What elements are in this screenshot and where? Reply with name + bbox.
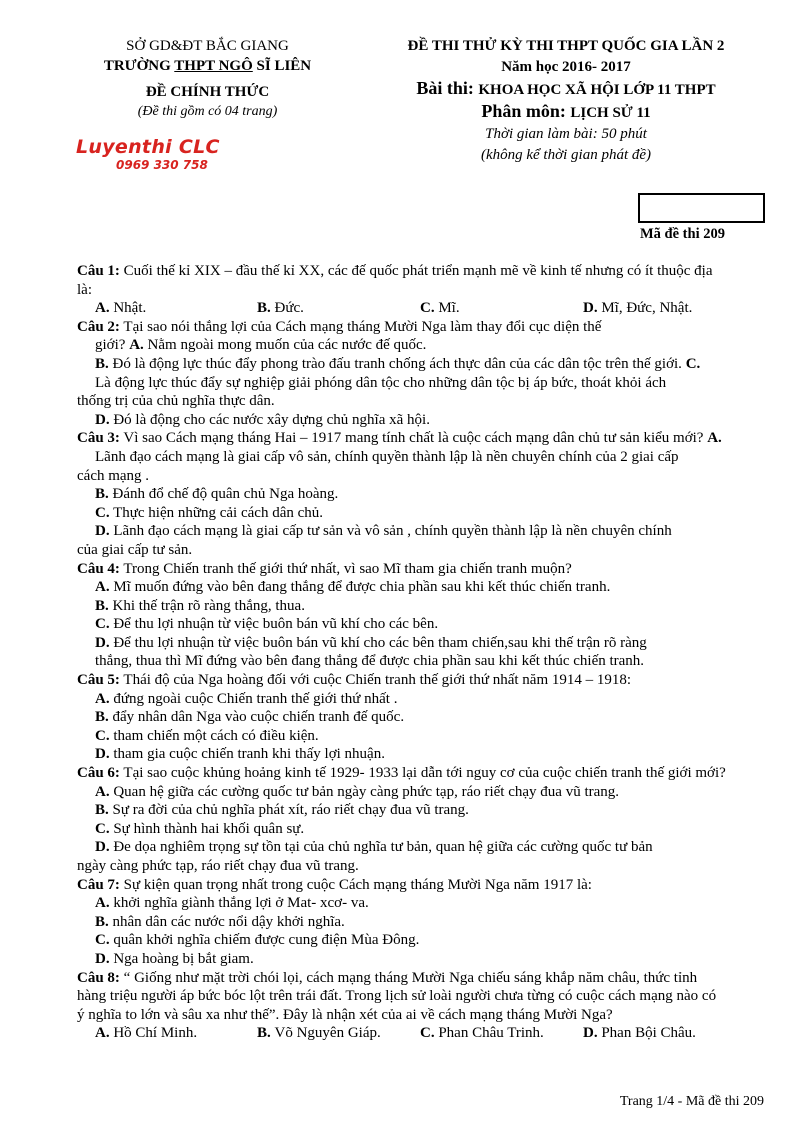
- option-c: C. tham chiến một cách có điều kiện.: [95, 727, 319, 744]
- header-right: [366, 36, 766, 166]
- option-d-cont: thắng, thua thì Mĩ đứng vào bên đang thắng để được chia phần sau khi kết thúc chiến tranh.: [95, 653, 645, 670]
- official-label: ĐỀ CHÍNH THỨC: [145, 84, 270, 100]
- option-d: D. Nga hoàng bị bắt giam.: [95, 950, 254, 967]
- option-a: Lãnh đạo cách mạng là giai cấp vô sản, chính quyền thành lập là nền chuyên chính của 2 giai cấp: [95, 448, 679, 465]
- option-c: Là động lực thúc đẩy sự nghiệp giải phóng dân tộc cho những dân tộc bị áp bức, thoát khỏi ách: [95, 374, 667, 391]
- exam-code: Mã đề thi 209: [640, 226, 725, 242]
- question-7: Câu 7: Sự kiện quan trọng nhất trong cuộc Cách mạng tháng Mười Nga năm 1917 là:: [77, 876, 592, 893]
- option-c: C. Sự hình thành hai khối quân sự.: [95, 820, 305, 837]
- option-d: D. Lãnh đạo cách mạng là giai cấp tư sản và vô sản , chính quyền thành lập là nền chuyên chính: [95, 523, 672, 540]
- question-1-cont: là:: [77, 281, 92, 298]
- option-b: B. đẩy nhân dân Nga vào cuộc chiến tranh đế quốc.: [95, 709, 405, 726]
- time-note: (không kể thời gian phát đề): [480, 147, 652, 163]
- option-a: A. khởi nghĩa giành thắng lợi ở Mat- xcơ- va.: [95, 895, 369, 912]
- time-limit: Thời gian làm bài: 50 phút: [485, 126, 647, 142]
- option-d: D. Đó là động cho các nước xây dựng chủ nghĩa xã hội.: [95, 411, 430, 428]
- header-left: [70, 36, 345, 122]
- option-c: C. quân khởi nghĩa chiếm được cung điện Mùa Đông.: [95, 932, 420, 949]
- question-4: Câu 4: Trong Chiến tranh thế giới thứ nhất, vì sao Mĩ tham gia chiến tranh muộn?: [77, 560, 572, 577]
- question-3: Câu 3: Vì sao Cách mạng tháng Hai – 1917 mang tính chất là cuộc cách mạng dân chủ tư sản kiểu mới? A.: [77, 430, 722, 447]
- option-c: C. Phan Châu Trinh.: [420, 1025, 544, 1042]
- option-b: B. Đó là động lực thúc đẩy phong trào đấu tranh chống ách thực dân của các dân tộc trên thế giới. C.: [95, 355, 701, 372]
- option-a: A. Nhật.: [95, 300, 147, 317]
- option-c: C. Thực hiện những cải cách dân chủ.: [95, 504, 324, 521]
- option-a-cont: cách mạng .: [77, 467, 150, 484]
- subject-name: Phân môn: LỊCH SỬ 11: [481, 101, 651, 121]
- question-5: Câu 5: Thái độ của Nga hoàng đối với cuộc Chiến tranh thế giới thứ nhất năm 1914 – 1918:: [77, 672, 632, 689]
- option-d: D. tham gia cuộc chiến tranh khi thấy lợi nhuận.: [95, 746, 385, 763]
- option-a: A. Hồ Chí Minh.: [95, 1025, 198, 1042]
- option-a: A. Quan hệ giữa các cường quốc tư bản ngày càng phức tạp, ráo riết chạy đua vũ trang.: [95, 783, 620, 800]
- option-c: C. Mĩ.: [420, 300, 460, 317]
- option-b: B. Sự ra đời của chủ nghĩa phát xít, ráo riết chạy đua vũ trang.: [95, 802, 469, 819]
- question-1: Câu 1: Cuối thế kỉ XIX – đầu thế kỉ XX, các đế quốc phát triển mạnh mẽ về kinh tế nhưng có ít thuộc địa: [77, 263, 713, 279]
- option-d: D. Để thu lợi nhuận từ việc buôn bán vũ khí cho các bên tham chiến,sau khi thế trận rõ ràng: [95, 634, 647, 651]
- page-footer: Trang 1/4 - Mã đề thi 209: [619, 1094, 764, 1109]
- option-b: B. Đức.: [257, 300, 304, 317]
- question-1-options: [77, 299, 769, 318]
- question-8-cont: hàng triệu người áp bức bóc lột trên trái đất. Trong lịch sử loài người chưa từng có cuộc cách mạng nào có: [77, 988, 717, 1005]
- option-b: B. Đánh đổ chế độ quân chủ Nga hoàng.: [95, 486, 339, 503]
- option-a: A. đứng ngoài cuộc Chiến tranh thế giới thứ nhất .: [95, 690, 398, 707]
- option-b: B. Khi thế trận rõ ràng thắng, thua.: [95, 597, 305, 614]
- question-list: [77, 262, 769, 1043]
- luyenthi-logo: [76, 136, 220, 172]
- option-d-cont: ngày càng phức tạp, ráo riết chạy đua vũ trang.: [77, 858, 359, 874]
- option-c: C. Để thu lợi nhuận từ việc buôn bán vũ khí cho các bên.: [95, 616, 439, 633]
- option-d: D. Mĩ, Đức, Nhật.: [583, 300, 693, 317]
- option-b: B. Võ Nguyên Giáp.: [257, 1025, 381, 1042]
- exam-name: Bài thi: KHOA HỌC XÃ HỘI LỚP 11 THPT: [416, 78, 716, 98]
- school-name: TRƯỜNG THPT NGÔ SĨ LIÊN: [103, 58, 312, 74]
- exam-code-box: [638, 193, 765, 223]
- exam-title: ĐỀ THI THỬ KỲ THI THPT QUỐC GIA LẦN 2: [407, 38, 725, 54]
- option-d-cont: của giai cấp tư sản.: [77, 541, 193, 558]
- question-2-cont: giới? A. Nằm ngoài mong muốn của các nước đế quốc.: [95, 337, 427, 354]
- pages-note: (Đề thi gồm có 04 trang): [137, 104, 278, 119]
- option-b: B. nhân dân các nước nổi dậy khởi nghĩa.: [95, 913, 345, 930]
- question-2: Câu 2: Tại sao nói thắng lợi của Cách mạng tháng Mười Nga làm thay đổi cục diện thế: [77, 318, 602, 335]
- department: SỞ GD&ĐT BẮC GIANG: [126, 38, 289, 54]
- option-d: D. Đe dọa nghiêm trọng sự tồn tại của chủ nghĩa tư bản, quan hệ giữa các cường quốc tư bản: [95, 839, 653, 856]
- option-a: A. Mĩ muốn đứng vào bên đang thắng để được chia phần sau khi kết thúc chiến tranh.: [95, 579, 611, 596]
- logo-phone: 0969 330 758: [116, 158, 208, 172]
- option-c-cont: thống trị của chủ nghĩa thực dân.: [77, 393, 275, 410]
- logo-name: Luyenthi CLC: [76, 136, 220, 158]
- question-8-cont2: ý nghĩa to lớn và sâu xa như thế”. Đây là nhận xét của ai về cách mạng tháng Mười Nga?: [77, 1006, 613, 1023]
- question-8: Câu 8: “ Giống như mặt trời chói lọi, cách mạng tháng Mười Nga chiếu sáng khắp năm châu, thức tỉnh: [77, 969, 698, 986]
- question-6: Câu 6: Tại sao cuộc khủng hoảng kinh tế 1929- 1933 lại dẫn tới nguy cơ của cuộc chiến tranh thế giới mới?: [77, 765, 726, 782]
- question-8-options: [77, 1024, 769, 1043]
- option-d: D. Phan Bội Châu.: [583, 1025, 696, 1042]
- school-year: Năm học 2016- 2017: [501, 59, 631, 75]
